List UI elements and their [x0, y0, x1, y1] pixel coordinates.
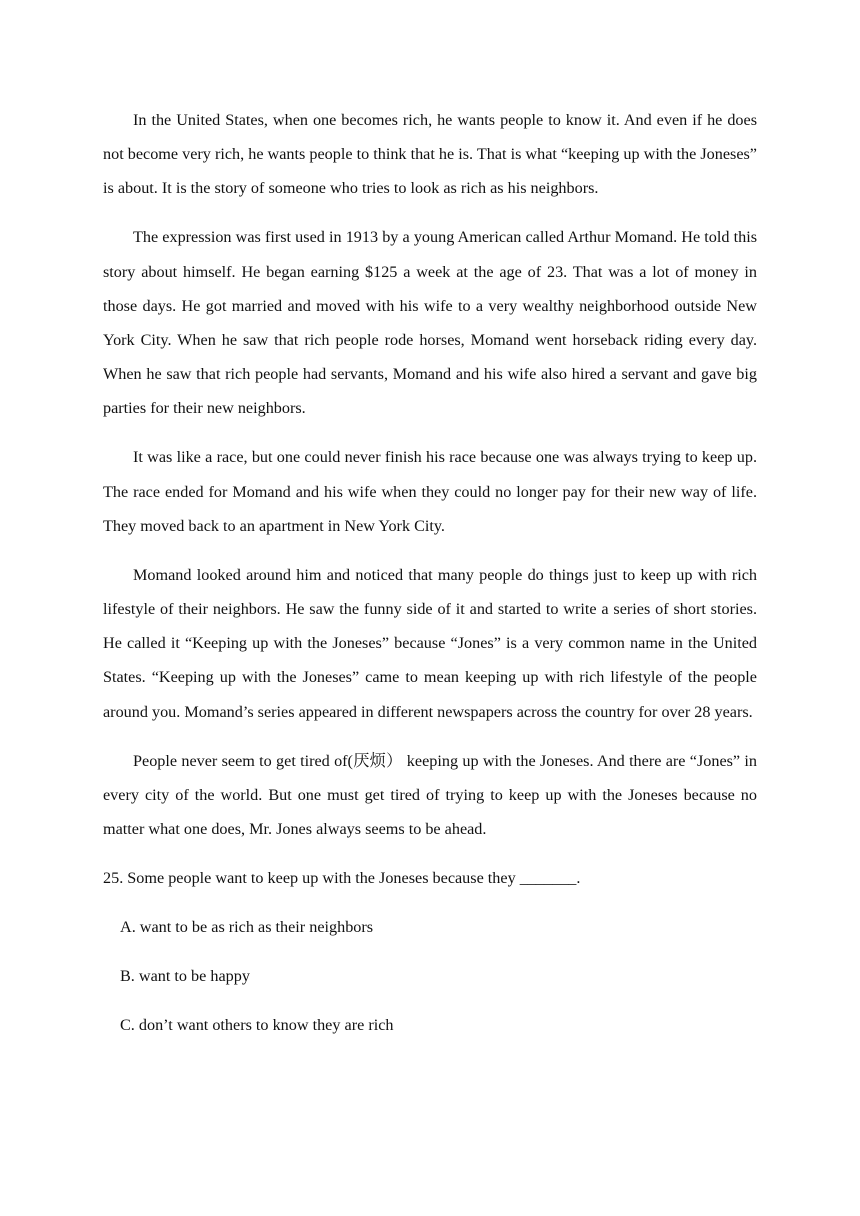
passage-paragraph-2: The expression was first used in 1913 by a young American called Arthur Momand. He told this story about himself. He began earning $125 a week at the age of 23. That was a lot of money in those days. He got married and moved with his wife to a very wealthy neighborhood outside New York City. When he saw that rich people rode horses, Momand went horseback riding every day. When he saw that rich people had servants, Momand and his wife also hired a servant and gave big parties for their new neighbors. [103, 228, 757, 418]
document-page [103, 103, 757, 1057]
option-a: A. want to be as rich as their neighbors [120, 918, 374, 937]
question-stem: 25. Some people want to keep up with the Joneses because they _______. [103, 869, 581, 888]
option-b: B. want to be happy [120, 967, 250, 986]
passage-paragraph-4: Momand looked around him and noticed that many people do things just to keep up with rich lifestyle of their neighbors. He saw the funny side of it and started to write a series of short stories. He called it “Keeping up with the Joneses” because “Jones” is a very common name in the United States. “Keeping up with the Joneses” came to mean keeping up with rich lifestyle of the people around you. Momand’s series appeared in different newspapers across the country for over 28 years. [103, 565, 757, 721]
passage-paragraph-1: In the United States, when one becomes rich, he wants people to know it. And even if he does not become very rich, he wants people to think that he is. That is what “keeping up with the Joneses” is about. It is the story of someone who tries to look as rich as his neighbors. [103, 111, 757, 198]
question-block [103, 861, 757, 1042]
option-c: C. don’t want others to know they are rich [120, 1016, 394, 1035]
passage-paragraph-5: People never seem to get tired of(厌烦） keeping up with the Joneses. And there are “Jones” in every city of the world. But one must get tired of trying to keep up with the Joneses because no matter what one does, Mr. Jones always seems to be ahead. [103, 751, 757, 839]
passage-paragraph-3: It was like a race, but one could never finish his race because one was always trying to keep up. The race ended for Momand and his wife when they could no longer pay for their new way of life. They moved back to an apartment in New York City. [103, 448, 757, 535]
